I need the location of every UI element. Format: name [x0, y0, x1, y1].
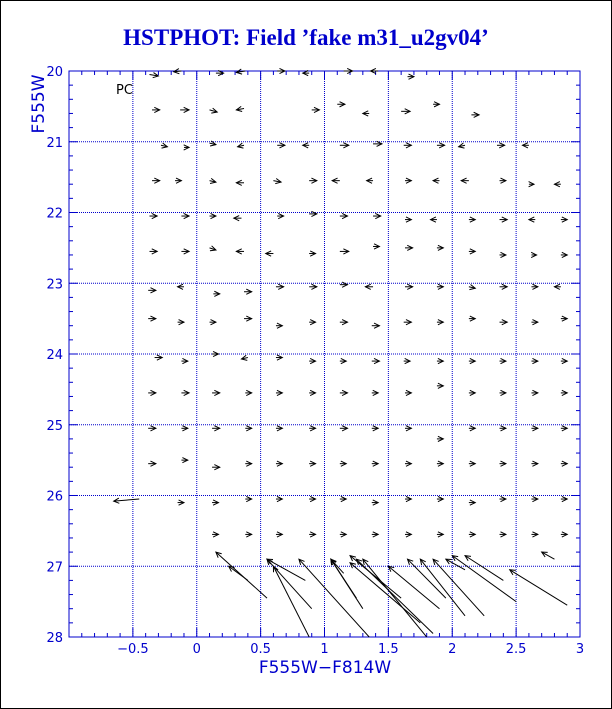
grid-lines: [69, 71, 580, 637]
vector-arrow: [340, 358, 346, 363]
vector-arrow: [210, 141, 216, 146]
vector-arrow: [309, 532, 315, 537]
vector-arrow: [174, 69, 182, 74]
vector-arrow: [404, 320, 412, 325]
y-tick-label: 28: [46, 631, 63, 646]
vector-arrow: [340, 320, 348, 325]
y-tick-label: 24: [46, 348, 63, 363]
vector-arrow: [309, 496, 315, 501]
x-tick-label: 1.5: [378, 642, 399, 657]
vector-arrow: [340, 426, 348, 431]
vector-arrow: [277, 68, 285, 73]
vector-arrow: [469, 461, 475, 466]
vector-arrow: [469, 284, 475, 289]
vector-shaft: [363, 559, 427, 637]
vector-arrow: [181, 390, 189, 395]
vector-shaft: [510, 570, 567, 605]
vector-arrow: [408, 74, 414, 79]
vector-arrow: [372, 323, 380, 328]
vector-arrow: [245, 461, 251, 466]
y-tick-label: 22: [46, 206, 63, 222]
vector-arrow: [149, 73, 158, 78]
vector-arrow: [332, 178, 340, 183]
y-tick-label: 25: [46, 418, 63, 434]
vector-arrow: [405, 390, 411, 395]
vector-arrow: [437, 245, 443, 250]
vector-arrow: [344, 68, 353, 73]
vector-arrow: [500, 217, 508, 222]
vector-arrow: [510, 570, 567, 605]
vector-arrow: [372, 532, 378, 537]
vector-arrow: [331, 559, 363, 609]
vector-arrow: [529, 217, 535, 222]
vector-head: [510, 570, 516, 575]
vector-arrow: [340, 143, 349, 148]
vector-arrow: [210, 178, 216, 183]
chart-title: HSTPHOT: Field ’fake m31_u2gv04’: [123, 25, 489, 50]
x-tick-label: 1: [320, 642, 329, 657]
vector-shaft: [446, 559, 465, 570]
x-tick-label: 0.5: [250, 642, 271, 657]
vector-arrow: [277, 213, 283, 218]
vector-arrow: [465, 556, 503, 581]
vector-arrow: [500, 496, 506, 501]
vector-arrow: [404, 143, 412, 148]
vector-arrow: [459, 143, 465, 148]
vector-arrow: [155, 355, 163, 360]
vector-arrow: [373, 213, 381, 218]
vector-arrow: [234, 216, 242, 221]
vector-shaft: [452, 556, 516, 602]
vector-arrow: [561, 426, 567, 431]
vector-arrow: [531, 284, 537, 289]
vector-arrow: [405, 245, 413, 250]
vector-arrow: [229, 566, 248, 580]
vector-arrow: [245, 390, 251, 395]
vector-arrow: [469, 217, 475, 222]
vector-arrow: [437, 358, 443, 363]
vector-arrow: [277, 143, 285, 148]
vector-arrow: [401, 109, 410, 114]
vector-arrow: [266, 251, 274, 256]
vector-arrow: [365, 284, 373, 289]
vector-arrow: [405, 284, 413, 289]
vector-arrow: [408, 559, 446, 598]
vector-arrow: [469, 249, 475, 254]
vector-arrow: [273, 566, 309, 637]
vector-arrow: [531, 320, 537, 325]
vector-arrow: [469, 316, 475, 321]
vector-arrow: [500, 390, 506, 395]
vector-shaft: [465, 556, 503, 581]
vector-shaft: [299, 559, 369, 637]
vector-arrow: [405, 217, 411, 222]
vector-arrow: [561, 390, 567, 395]
vector-arrow: [373, 141, 382, 146]
vector-arrow: [244, 316, 252, 321]
vector-arrow: [175, 178, 181, 183]
vector-arrow: [531, 390, 537, 395]
vector-arrow: [152, 107, 160, 112]
vector-shaft: [408, 559, 446, 598]
vector-arrow: [561, 358, 567, 363]
vector-arrow: [433, 178, 439, 183]
vector-arrow: [303, 143, 309, 148]
y-axis-label: F555W: [29, 74, 49, 134]
vector-arrow: [469, 532, 475, 537]
x-tick-label: −0.5: [117, 642, 149, 657]
vector-head: [465, 556, 471, 561]
vector-arrow: [500, 320, 508, 325]
vector-arrow: [309, 461, 315, 466]
vector-arrow: [309, 320, 315, 325]
vector-arrow: [236, 106, 244, 111]
vector-shaft: [356, 559, 433, 633]
vector-arrow: [148, 316, 156, 321]
vector-arrow: [561, 496, 567, 501]
y-tick-label: 27: [46, 560, 63, 576]
vector-arrow: [372, 358, 380, 363]
vector-arrow: [340, 282, 348, 287]
vector-arrow: [523, 143, 529, 148]
vector-arrow: [340, 249, 349, 254]
vector-arrow: [178, 320, 184, 325]
vector-arrow: [312, 107, 320, 112]
vector-arrow: [212, 390, 220, 395]
vector-arrow: [350, 563, 420, 623]
vector-arrow: [184, 145, 189, 150]
vector-arrow: [181, 458, 187, 463]
vector-arrow: [542, 552, 555, 559]
vector-arrow: [405, 532, 411, 537]
vector-arrow: [241, 355, 247, 360]
vector-arrow: [531, 358, 537, 363]
vector-arrow: [367, 178, 373, 183]
vector-arrow: [245, 532, 251, 537]
vector-arrow: [531, 461, 537, 466]
y-tick-label: 23: [46, 277, 63, 293]
vector-arrow: [446, 559, 465, 570]
vector-arrow: [148, 288, 156, 293]
vector-arrow: [210, 213, 216, 218]
vector-arrow: [531, 426, 537, 431]
vector-arrow: [340, 532, 346, 537]
vector-arrow: [554, 284, 560, 289]
vector-shaft: [229, 566, 248, 580]
vector-arrow: [531, 252, 536, 257]
vector-arrow: [149, 249, 157, 254]
vector-arrow: [437, 496, 443, 501]
vector-arrow: [561, 252, 567, 257]
x-tick-label: 3: [575, 642, 585, 657]
vector-arrow: [276, 355, 282, 360]
vector-arrow: [245, 426, 251, 431]
vector-arrow: [452, 556, 516, 602]
vector-arrow: [500, 178, 506, 183]
vector-arrow: [469, 426, 475, 431]
vector-arrow: [114, 498, 140, 503]
y-tick-labels: [46, 65, 63, 646]
vector-arrow: [181, 358, 187, 363]
vector-arrow: [152, 178, 160, 183]
vector-shaft: [273, 566, 309, 637]
vector-arrow: [309, 178, 317, 183]
vector-arrow: [500, 461, 506, 466]
vector-arrow: [469, 358, 475, 363]
y-tick-label: 21: [46, 135, 63, 151]
vector-arrow: [309, 390, 315, 395]
vector-arrow: [273, 179, 281, 184]
vector-arrow: [529, 182, 534, 187]
x-tick-label: 2.5: [505, 642, 527, 657]
vector-arrow: [404, 358, 410, 363]
vector-arrow: [178, 500, 184, 505]
vector-arrow: [469, 500, 475, 505]
vector-arrow: [236, 180, 244, 185]
vector-arrow: [276, 284, 284, 289]
vector-arrow: [561, 217, 567, 222]
vector-arrow: [213, 291, 219, 296]
vector-arrow: [212, 532, 218, 537]
vector-arrow: [340, 496, 346, 501]
vector-arrows: [114, 68, 568, 637]
vector-arrow: [148, 390, 156, 395]
vector-arrow: [437, 436, 443, 441]
vector-arrow: [276, 426, 282, 431]
vector-arrow: [500, 358, 506, 363]
vector-arrow: [370, 68, 378, 73]
vector-arrow: [405, 426, 411, 431]
vector-arrow: [405, 461, 411, 466]
vector-shaft: [331, 559, 363, 609]
vector-arrow: [178, 284, 184, 289]
vector-arrow: [210, 246, 216, 251]
vector-arrow: [437, 383, 443, 388]
vector-arrow: [212, 465, 220, 470]
vector-arrow: [180, 107, 189, 112]
vector-shaft: [350, 563, 420, 623]
vector-arrow: [181, 249, 189, 254]
vector-arrow: [181, 213, 189, 218]
vector-arrow: [161, 143, 167, 148]
vector-arrow: [500, 284, 508, 289]
vector-arrow: [236, 69, 245, 74]
vector-arrow: [356, 559, 433, 633]
vector-arrow: [373, 244, 379, 249]
vector-arrow: [469, 390, 475, 395]
vector-arrow: [309, 251, 315, 256]
vector-arrow: [437, 532, 443, 537]
vector-arrow: [461, 178, 469, 183]
vector-arrow: [181, 426, 187, 431]
vector-arrow: [340, 461, 346, 466]
vector-arrow: [276, 532, 282, 537]
vector-arrow: [372, 500, 378, 505]
vector-arrow: [210, 320, 216, 325]
vector-arrow: [431, 217, 437, 222]
vector-arrow: [238, 143, 244, 148]
vector-arrow: [500, 252, 506, 257]
vector-arrow: [149, 213, 157, 218]
vector-arrow: [276, 496, 282, 501]
vector-arrow: [372, 390, 378, 395]
vector-arrow: [363, 111, 369, 116]
vector-arrow: [433, 102, 439, 107]
vector-arrow: [276, 461, 282, 466]
x-tick-label: 0: [192, 642, 201, 657]
vector-arrow: [340, 213, 348, 218]
vector-arrow: [276, 390, 282, 395]
vector-arrow: [309, 426, 315, 431]
vector-arrow: [471, 112, 479, 117]
vector-arrow: [561, 316, 567, 321]
x-tick-labels: [117, 642, 584, 657]
vector-arrow: [405, 178, 411, 183]
vector-arrow: [245, 496, 251, 501]
vector-arrow: [437, 461, 443, 466]
vector-arrow: [500, 532, 506, 537]
vector-arrow: [212, 500, 218, 505]
vector-arrow: [236, 249, 244, 254]
vector-arrow: [531, 532, 537, 537]
vector-arrow: [340, 390, 348, 395]
vector-arrow: [437, 284, 443, 289]
vector-arrow: [309, 284, 317, 289]
vector-arrow: [309, 358, 315, 363]
vector-arrow: [363, 559, 427, 637]
pc-annotation: PC: [116, 83, 133, 98]
vector-arrow: [372, 426, 378, 431]
vector-arrow: [554, 182, 560, 187]
vector-arrow: [437, 143, 445, 148]
y-tick-label: 20: [46, 65, 63, 80]
vector-arrow: [210, 108, 218, 113]
x-axis-label: F555W−F814W: [258, 658, 392, 678]
vector-arrow: [372, 461, 378, 466]
vector-arrow: [148, 461, 156, 466]
y-tick-label: 26: [46, 489, 63, 505]
vector-arrow: [531, 496, 537, 501]
vector-arrow: [212, 351, 218, 356]
vector-arrow: [561, 532, 567, 537]
x-tick-label: 2: [448, 642, 457, 657]
vector-arrow: [276, 323, 282, 328]
vector-arrow: [437, 320, 443, 325]
vector-arrow: [500, 426, 506, 431]
vector-arrow: [337, 102, 345, 107]
vector-arrow: [405, 496, 411, 501]
vector-arrow: [212, 426, 220, 431]
vector-arrow: [244, 289, 252, 294]
vector-arrow: [561, 461, 567, 466]
vector-arrow: [497, 143, 505, 148]
vector-arrow: [148, 426, 156, 431]
vector-arrow: [299, 559, 369, 637]
